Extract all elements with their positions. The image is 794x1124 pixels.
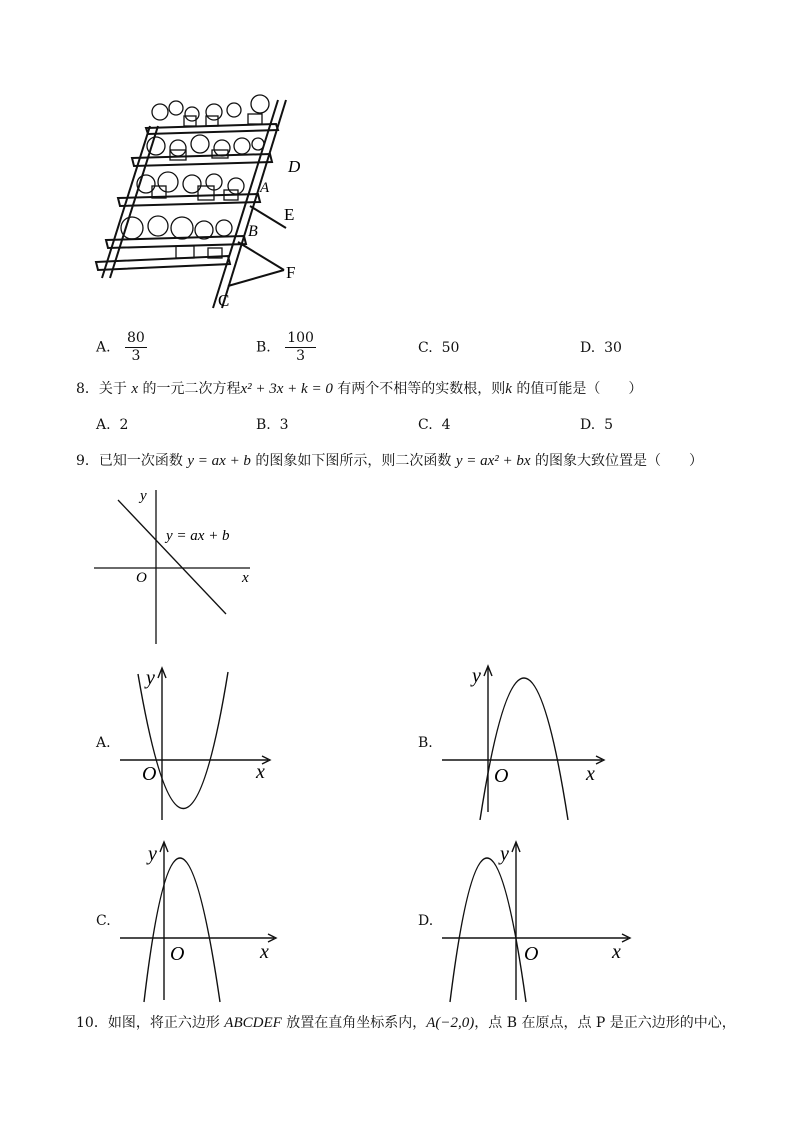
question-number: 8． — [76, 381, 99, 397]
y-axis-label: y — [148, 843, 157, 865]
q9-option-a-letter[interactable]: A. — [96, 735, 111, 751]
linear-function: y = ax + b — [187, 453, 251, 469]
q7-option-c[interactable] — [418, 340, 459, 356]
option-value: 4 — [441, 417, 451, 433]
var-x: x — [131, 381, 139, 397]
q8-option-a[interactable] — [96, 417, 128, 433]
question-number: 10． — [76, 1015, 108, 1031]
stem-text: 有两个不相等的实数根，则 — [337, 381, 506, 397]
option-letter: B. — [256, 417, 271, 433]
q9-option-a-graph[interactable] — [118, 664, 288, 822]
point-a: A(−2,0) — [426, 1015, 475, 1031]
stem-text: 已知一次函数 — [98, 453, 183, 469]
label-b: B — [248, 223, 258, 240]
option-letter: D. — [580, 417, 596, 433]
y-axis-label: y — [472, 665, 481, 687]
q8-stem — [76, 380, 642, 398]
q9-option-b-letter[interactable]: B. — [418, 735, 433, 751]
q7-option-b[interactable] — [256, 330, 316, 365]
x-axis-label: x — [256, 761, 265, 783]
q8-option-b[interactable] — [256, 417, 289, 433]
equation: x² + 3x + k = 0 — [240, 381, 333, 397]
label-e: E — [284, 205, 295, 224]
hexagon-name: ABCDEF — [224, 1015, 282, 1031]
stem-text: 的值可能是（ ） — [516, 381, 643, 397]
label-c: C — [218, 291, 230, 310]
question-number: 9． — [76, 453, 99, 469]
denominator: 3 — [131, 348, 141, 364]
numerator: 80 — [127, 330, 145, 346]
y-axis-label: y — [146, 667, 155, 689]
option-letter: A. — [96, 417, 111, 433]
linear-function-graph — [90, 484, 260, 648]
denominator: 3 — [296, 348, 306, 364]
q10-stem — [76, 1014, 736, 1032]
q9-option-d-graph[interactable] — [440, 838, 640, 1004]
x-axis-label: x — [586, 763, 595, 785]
var-k: k — [505, 381, 512, 397]
option-value: 5 — [604, 417, 614, 433]
q9-option-d-letter[interactable]: D. — [418, 913, 434, 929]
option-value: 3 — [279, 417, 289, 433]
stem-text: 关于 — [98, 381, 127, 397]
option-letter: C. — [418, 340, 433, 356]
fraction — [125, 330, 147, 365]
q8-option-c[interactable] — [418, 417, 451, 433]
origin-label: O — [142, 763, 157, 785]
label-f: F — [286, 263, 296, 282]
q7-option-d[interactable] — [580, 340, 622, 356]
q9-option-b-graph[interactable] — [440, 662, 610, 820]
label-d: D — [288, 157, 301, 176]
x-axis-label: x — [242, 570, 249, 586]
y-axis-label: y — [140, 488, 147, 504]
origin-label: O — [170, 943, 185, 965]
origin-label: O — [136, 570, 147, 586]
stem-text: 的一元二次方程 — [142, 381, 241, 397]
line-label: y = ax + b — [166, 528, 230, 544]
stem-text: 的图象大致位置是（ ） — [535, 453, 704, 469]
option-letter: A. — [96, 339, 111, 356]
stem-text: 如图，将正六边形 — [107, 1015, 220, 1031]
q8-option-d[interactable] — [580, 417, 613, 433]
flower-shelf-figure — [88, 86, 318, 316]
label-a: A — [260, 180, 270, 196]
stem-text: ，点 B 在原点，点 P 是正六边形的中心， — [474, 1015, 736, 1031]
option-value: 2 — [119, 417, 129, 433]
option-value: 30 — [604, 340, 622, 356]
origin-label: O — [524, 943, 539, 965]
x-axis-label: x — [260, 941, 269, 963]
origin-label: O — [494, 765, 509, 787]
fraction — [285, 330, 316, 365]
option-letter: C. — [418, 417, 433, 433]
quadratic-function: y = ax² + bx — [455, 453, 531, 469]
stem-text: 的图象如下图所示，则二次函数 — [255, 453, 452, 469]
option-letter: D. — [580, 340, 596, 356]
stem-text: 放置在直角坐标系内， — [286, 1015, 427, 1031]
y-axis-label: y — [500, 843, 509, 865]
numerator: 100 — [287, 330, 314, 346]
x-axis-label: x — [612, 941, 621, 963]
q9-option-c-graph[interactable] — [118, 838, 288, 1004]
q9-stem — [76, 452, 703, 470]
q7-option-a[interactable] — [96, 330, 147, 365]
option-letter: B. — [256, 339, 271, 356]
q9-option-c-letter[interactable]: C. — [96, 913, 111, 929]
option-value: 50 — [441, 340, 460, 356]
